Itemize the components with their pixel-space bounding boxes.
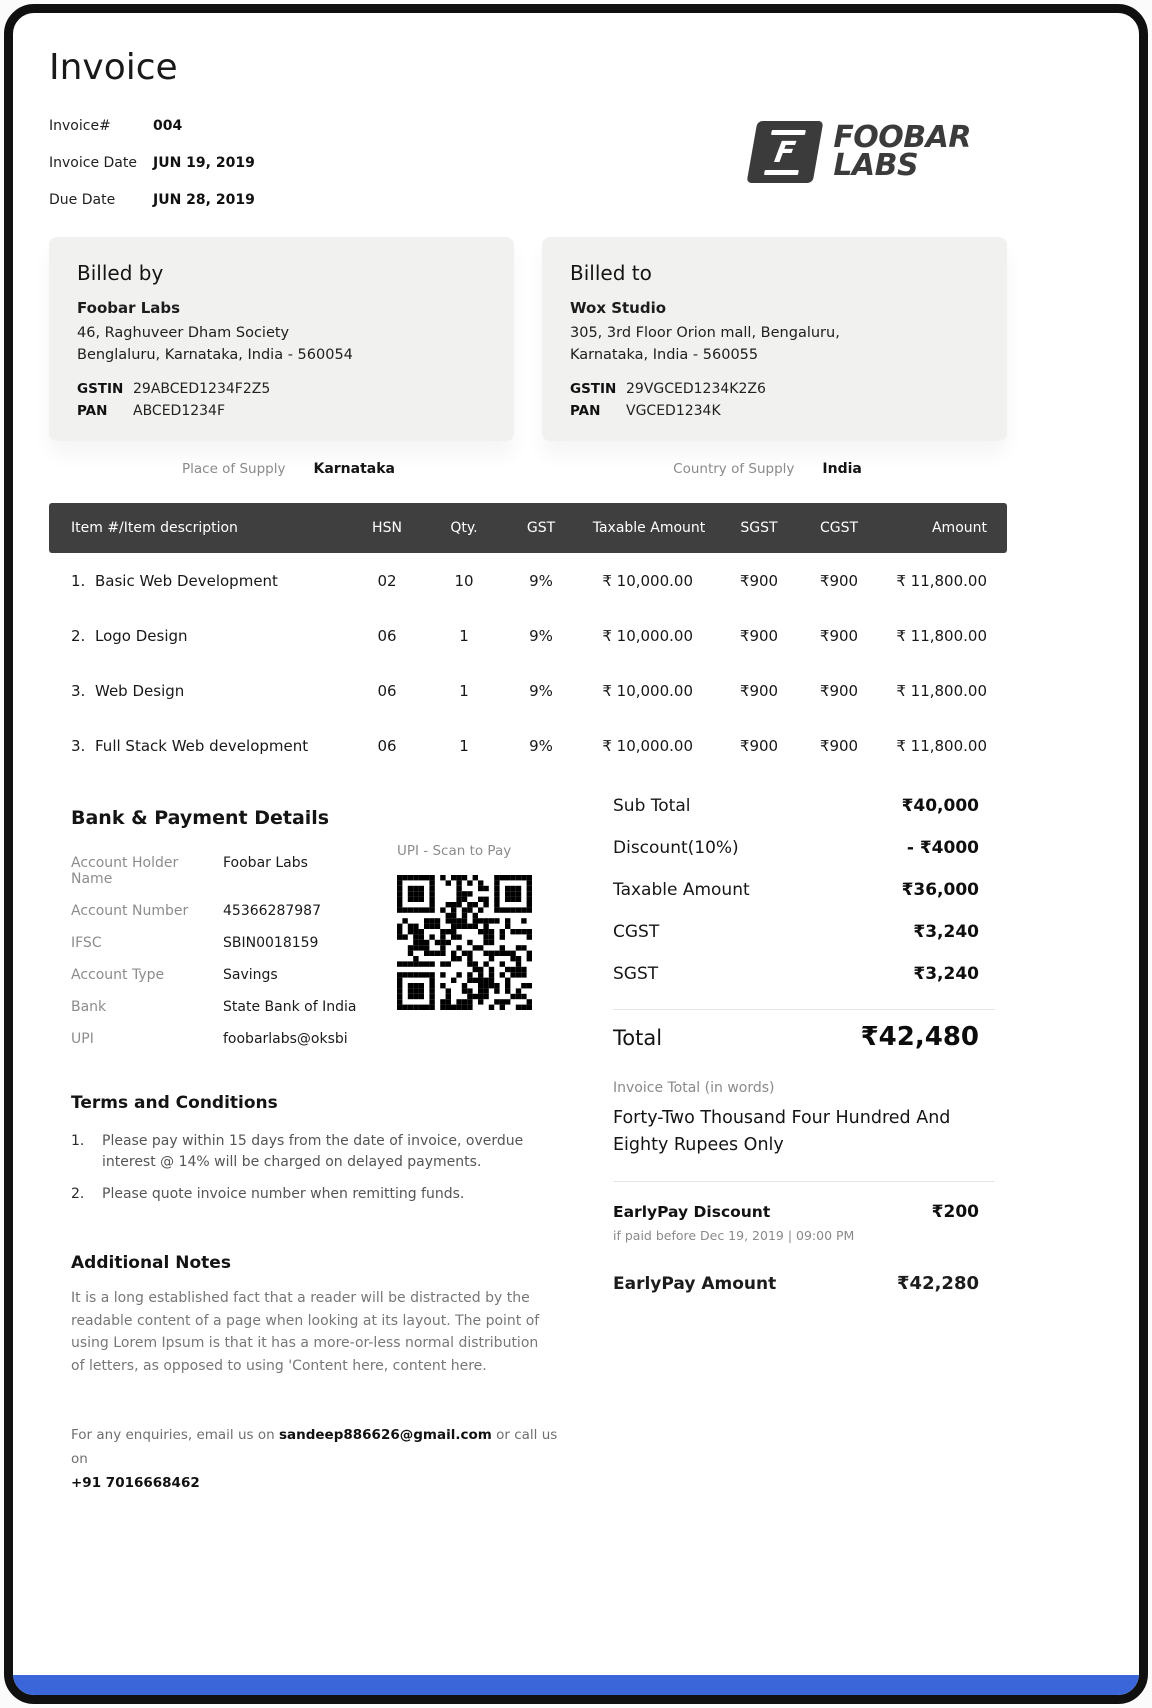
due-date-label: Due Date	[49, 192, 116, 208]
invoice-date-label: Invoice Date	[49, 155, 137, 171]
logo-bottom-bar	[764, 170, 799, 175]
bank-row	[71, 1031, 613, 1047]
item-taxable: ₹ 10,000.00	[602, 736, 693, 755]
item-hsn: 02	[377, 571, 397, 590]
terms-item	[71, 1131, 549, 1173]
billed-to-heading: Billed to	[570, 261, 652, 285]
item-description: Web Design	[95, 681, 185, 700]
company-logo	[752, 121, 971, 183]
bottom-accent-bar	[13, 1675, 1139, 1695]
due-date-value: JUN 28, 2019	[153, 192, 255, 208]
billed-to-panel	[542, 237, 1007, 441]
col-header-description: Item #/Item description	[71, 520, 238, 536]
earlypay-amount-row	[613, 1273, 995, 1294]
billed-by-gstin-value: 29ABCED1234F2Z5	[133, 381, 271, 397]
total-label: Total	[613, 1026, 663, 1050]
logo-wordmark-line1: FOOBAR	[833, 119, 971, 155]
item-description: Full Stack Web development	[95, 736, 309, 755]
table-row	[49, 553, 1007, 608]
earlypay-divider	[613, 1181, 995, 1182]
bank-row-label: Account Type	[71, 967, 165, 983]
enquiries-prefix: For any enquiries, email us on	[71, 1427, 275, 1443]
invoice-number-value: 004	[153, 118, 183, 134]
billed-by-heading: Billed by	[77, 261, 164, 285]
bank-row-value: State Bank of India	[223, 999, 357, 1015]
earlypay-discount-row	[613, 1202, 995, 1222]
upi-scan-label: UPI - Scan to Pay	[397, 843, 512, 859]
sgst-row	[613, 953, 995, 995]
col-header-hsn: HSN	[372, 520, 402, 536]
billed-by-panel	[49, 237, 514, 441]
item-taxable: ₹ 10,000.00	[602, 571, 693, 590]
billed-to-address-line1: 305, 3rd Floor Orion mall, Bengaluru,	[570, 325, 840, 341]
bank-row-label: Account Holder Name	[71, 855, 179, 887]
invoice-page	[4, 4, 1148, 1704]
item-cgst: ₹900	[819, 681, 859, 700]
item-qty: 1	[459, 736, 469, 755]
billed-to-pan-row	[570, 403, 979, 419]
total-value: ₹42,480	[860, 1022, 979, 1052]
cgst-value: ₹3,240	[913, 922, 979, 942]
table-row	[49, 718, 1007, 773]
billed-to-address-line2: Karnataka, India - 560055	[570, 346, 759, 363]
logo-wordmark	[833, 119, 971, 183]
item-hsn: 06	[377, 626, 397, 645]
col-header-amount: Amount	[931, 520, 987, 536]
total-in-words-value: Forty-Two Thousand Four Hundred And Eighty Rupees Only	[613, 1108, 951, 1155]
item-cgst: ₹900	[819, 626, 859, 645]
item-taxable: ₹ 10,000.00	[602, 626, 693, 645]
bank-row-label: IFSC	[71, 935, 102, 951]
billed-by-pan-row	[77, 403, 486, 419]
item-sgst: ₹900	[739, 626, 779, 645]
total-row	[613, 1022, 995, 1052]
item-amount: ₹ 11,800.00	[896, 681, 987, 700]
item-qty: 1	[459, 626, 469, 645]
item-taxable: ₹ 10,000.00	[602, 681, 693, 700]
notes-heading: Additional Notes	[71, 1253, 231, 1273]
item-gst: 9%	[529, 736, 553, 755]
terms-item	[71, 1184, 549, 1205]
billed-by-pan-value: ABCED1234F	[133, 403, 226, 419]
earlypay-amount-label: EarlyPay Amount	[613, 1274, 777, 1294]
bank-details-heading: Bank & Payment Details	[71, 807, 330, 829]
item-gst: 9%	[529, 571, 553, 590]
terms-item-number: 1.	[71, 1133, 85, 1149]
items-table	[49, 503, 1007, 773]
page-title: Invoice	[49, 47, 178, 88]
bank-row-label: UPI	[71, 1031, 94, 1047]
logo-top-bar	[771, 130, 806, 135]
place-of-supply-label: Place of Supply	[181, 461, 286, 477]
discount-label: Discount(10%)	[613, 838, 739, 858]
earlypay-note: if paid before Dec 19, 2019 | 09:00 PM	[613, 1228, 855, 1243]
enquiries-phone-link[interactable]: +91 7016668462	[71, 1475, 200, 1491]
billed-to-gstin-value: 29VGCED1234K2Z6	[626, 381, 766, 397]
earlypay-amount-value: ₹42,280	[897, 1273, 979, 1294]
item-amount: ₹ 11,800.00	[896, 626, 987, 645]
bank-row-label: Bank	[71, 999, 107, 1015]
item-cgst: ₹900	[819, 571, 859, 590]
left-column	[49, 785, 613, 1509]
bank-row-value: SBIN0018159	[223, 935, 319, 951]
taxable-amount-label: Taxable Amount	[613, 880, 750, 900]
col-header-gst: GST	[526, 520, 556, 536]
subtotal-value: ₹40,000	[901, 796, 979, 816]
billed-to-pan-label: PAN	[570, 403, 601, 419]
invoice-number-label: Invoice#	[49, 118, 111, 134]
due-date-row	[49, 192, 1007, 208]
bank-row-value: Savings	[223, 967, 278, 983]
taxable-amount-value: ₹36,000	[901, 880, 979, 900]
bank-row-label: Account Number	[71, 903, 189, 919]
item-hsn: 06	[377, 681, 397, 700]
billed-by-pan-label: PAN	[77, 403, 108, 419]
sgst-label: SGST	[613, 964, 659, 984]
item-description: Basic Web Development	[95, 571, 278, 590]
item-qty: 10	[454, 571, 474, 590]
enquiries-middle: or call us on	[71, 1427, 558, 1467]
upi-scan-block	[397, 843, 537, 1010]
billed-to-gstin-label: GSTIN	[570, 381, 617, 397]
table-row	[49, 608, 1007, 663]
total-in-words-label: Invoice Total (in words)	[613, 1080, 775, 1096]
items-table-header	[49, 503, 1007, 553]
terms-heading: Terms and Conditions	[71, 1093, 278, 1113]
lower-section	[49, 785, 1007, 1509]
item-sgst: ₹900	[739, 736, 779, 755]
item-number: 2.	[71, 626, 86, 645]
terms-item-text: Please pay within 15 days from the date of invoice, overdue interest @ 14% will be charged on delayed payments.	[102, 1133, 524, 1170]
item-gst: 9%	[529, 626, 553, 645]
place-of-supply	[49, 461, 528, 477]
discount-row	[613, 827, 995, 869]
subtotal-label: Sub Total	[613, 796, 691, 816]
billed-to-gstin-row	[570, 381, 979, 397]
item-cgst: ₹900	[819, 736, 859, 755]
billed-by-address-line1: 46, Raghuveer Dham Society	[77, 325, 290, 341]
item-amount: ₹ 11,800.00	[896, 571, 987, 590]
cgst-label: CGST	[613, 922, 660, 942]
upi-qr-code	[397, 875, 532, 1010]
item-number: 1.	[71, 571, 86, 590]
earlypay-discount-value: ₹200	[931, 1202, 979, 1222]
logo-wordmark-line2: LABS	[833, 148, 919, 183]
item-amount: ₹ 11,800.00	[896, 736, 987, 755]
earlypay-discount-label: EarlyPay Discount	[613, 1203, 771, 1221]
bank-row-value: 45366287987	[223, 903, 321, 919]
billed-to-name: Wox Studio	[570, 299, 667, 317]
logo-letter: F	[772, 134, 799, 169]
enquiries-line	[71, 1423, 561, 1495]
items-table-body	[49, 553, 1007, 773]
item-number: 3.	[71, 736, 86, 755]
parties-section	[49, 237, 1007, 441]
col-header-sgst: SGST	[740, 520, 778, 536]
item-description: Logo Design	[95, 626, 188, 645]
col-header-qty: Qty.	[450, 520, 478, 536]
billed-by-address-line2: Benglaluru, Karnataka, India - 560054	[77, 346, 353, 363]
invoice-header	[49, 47, 1007, 227]
discount-value: - ₹4000	[906, 838, 979, 858]
item-qty: 1	[459, 681, 469, 700]
billed-to-pan-value: VGCED1234K	[626, 403, 721, 419]
sgst-value: ₹3,240	[913, 964, 979, 984]
billed-to-address	[570, 323, 979, 366]
item-sgst: ₹900	[739, 681, 779, 700]
item-number: 3.	[71, 681, 86, 700]
billed-by-name: Foobar Labs	[77, 299, 181, 317]
country-of-supply	[528, 461, 1007, 477]
item-gst: 9%	[529, 681, 553, 700]
supply-section	[49, 461, 1007, 477]
summary-column	[613, 785, 1007, 1509]
place-of-supply-value: Karnataka	[313, 461, 395, 477]
col-header-taxable: Taxable Amount	[592, 520, 706, 536]
billed-by-gstin-label: GSTIN	[77, 381, 124, 397]
table-row	[49, 663, 1007, 718]
cgst-row	[613, 911, 995, 953]
terms-item-text: Please quote invoice number when remitting funds.	[102, 1186, 465, 1202]
enquiries-email-link[interactable]: sandeep886626@gmail.com	[278, 1427, 492, 1443]
bank-row-value: foobarlabs@oksbi	[223, 1031, 348, 1047]
item-hsn: 06	[377, 736, 397, 755]
summary-divider	[613, 1009, 995, 1010]
terms-item-number: 2.	[71, 1186, 85, 1202]
country-of-supply-label: Country of Supply	[673, 461, 795, 477]
bank-row-value: Foobar Labs	[223, 855, 308, 871]
notes-body: It is a long established fact that a reader will be distracted by the readable content of a page when looking at its layout. The point of using Lorem Ipsum is that it has a more-or-less normal distribution of letters, as opposed to using 'Content here, content here.	[71, 1290, 540, 1374]
billed-by-gstin-row	[77, 381, 486, 397]
col-header-cgst: CGST	[819, 520, 859, 536]
invoice-date-value: JUN 19, 2019	[153, 155, 255, 171]
item-sgst: ₹900	[739, 571, 779, 590]
country-of-supply-value: India	[822, 461, 862, 477]
subtotal-row	[613, 785, 995, 827]
billed-by-address	[77, 323, 486, 366]
taxable-amount-row	[613, 869, 995, 911]
logo-f-icon	[747, 121, 824, 183]
